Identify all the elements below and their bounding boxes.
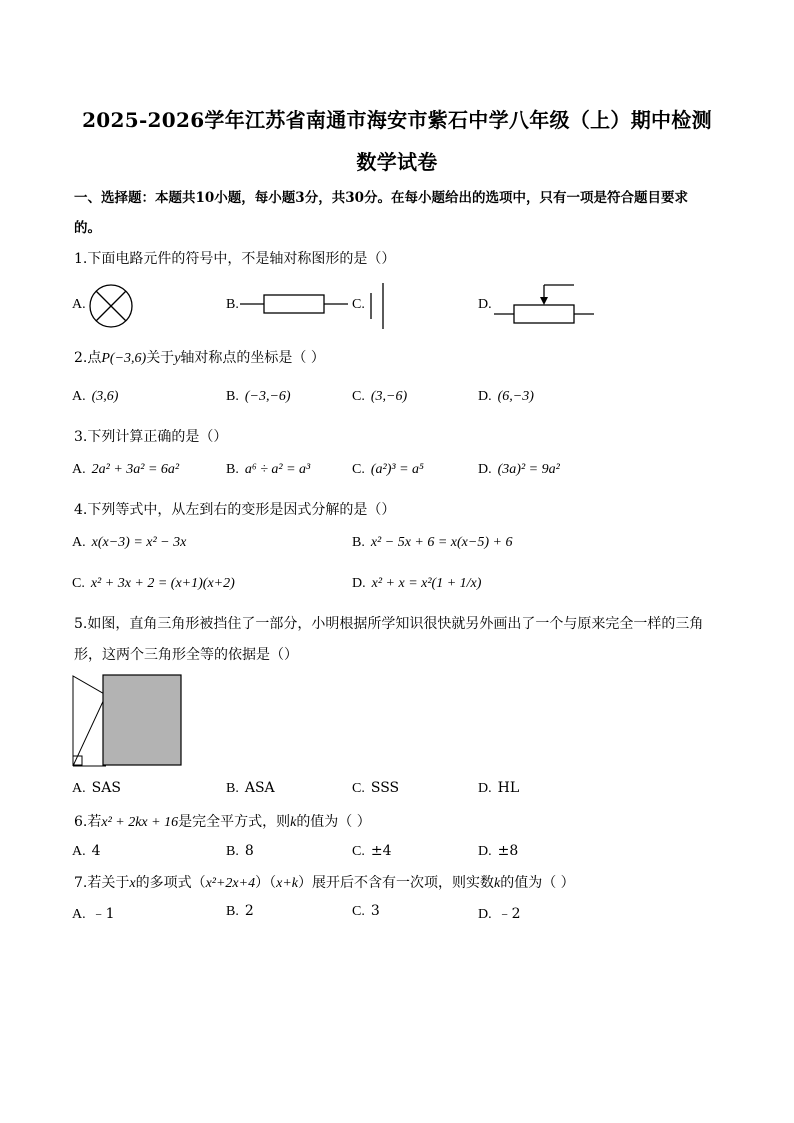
q7-option-a[interactable]: A. ﹣1 xyxy=(72,906,115,922)
q7-option-c[interactable]: C. 3 xyxy=(352,903,380,919)
question-2-stem: 2.点P(−3,6)关于y轴对称点的坐标是（ ） xyxy=(74,350,325,366)
resistor-symbol-icon xyxy=(240,293,348,317)
question-1-stem: 1.下面电路元件的符号中，不是轴对称图形的是（） xyxy=(74,251,396,267)
q5-option-a[interactable]: A. SAS xyxy=(72,780,121,796)
question-6-stem: 6.若x² + 2kx + 16是完全平方式，则k的值为（ ） xyxy=(74,814,371,830)
q6-option-a[interactable]: A. 4 xyxy=(72,843,101,859)
exam-subtitle: 数学试卷 xyxy=(356,150,438,174)
question-4-stem: 4.下列等式中，从左到右的变形是因式分解的是（） xyxy=(74,502,396,518)
lamp-symbol-icon xyxy=(88,283,136,331)
q1-option-c[interactable]: C. xyxy=(352,297,365,312)
exam-title: 2025-2026学年江苏省南通市海安市紫石中学八年级（上）期中检测 xyxy=(82,108,712,132)
q2-option-d[interactable]: D. (6,−3) xyxy=(478,389,534,404)
q1-option-a[interactable]: A. xyxy=(72,297,86,312)
capacitor-symbol-icon xyxy=(368,283,388,329)
q6-option-d[interactable]: D. ±8 xyxy=(478,843,519,859)
q3-option-b[interactable]: B. a⁶ ÷ a² = a³ xyxy=(226,462,311,477)
q2-option-a[interactable]: A. (3,6) xyxy=(72,389,119,404)
rheostat-symbol-icon xyxy=(494,284,596,326)
question-5-stem-line1: 5.如图，直角三角形被挡住了一部分，小明根据所学知识很快就另外画出了一个与原来完全一样的三角 xyxy=(74,616,704,632)
question-7-stem: 7.若关于x的多项式（x²+2x+4）（x+k）展开后不含有一次项，则实数k的值为（ ） xyxy=(74,875,575,891)
q4-option-a[interactable]: A. x(x−3) = x² − 3x xyxy=(72,535,187,550)
q3-option-a[interactable]: A. 2a² + 3a² = 6a² xyxy=(72,462,180,477)
section-heading-cont: 的。 xyxy=(74,220,101,236)
q5-option-d[interactable]: D. HL xyxy=(478,780,520,796)
q5-option-c[interactable]: C. SSS xyxy=(352,780,400,796)
q2-option-c[interactable]: C. (3,−6) xyxy=(352,389,408,404)
q3-option-c[interactable]: C. (a²)³ = a⁵ xyxy=(352,462,424,477)
q7-option-b[interactable]: B. 2 xyxy=(226,903,254,919)
q4-option-c[interactable]: C. x² + 3x + 2 = (x+1)(x+2) xyxy=(72,576,235,591)
q7-option-d[interactable]: D. ﹣2 xyxy=(478,906,521,922)
q5-option-b[interactable]: B. ASA xyxy=(226,780,275,796)
q3-option-d[interactable]: D. (3a)² = 9a² xyxy=(478,462,560,477)
question-5-stem-line2: 形，这两个三角形全等的依据是（） xyxy=(74,647,298,663)
q1-option-d[interactable]: D. xyxy=(478,297,492,312)
q4-option-d[interactable]: D. x² + x = x²(1 + 1/x) xyxy=(352,576,482,591)
q1-option-b[interactable]: B. xyxy=(226,297,239,312)
hidden-right-triangle-figure xyxy=(72,674,184,768)
q4-option-b[interactable]: B. x² − 5x + 6 = x(x−5) + 6 xyxy=(352,535,513,550)
q6-option-b[interactable]: B. 8 xyxy=(226,843,254,859)
question-3-stem: 3.下列计算正确的是（） xyxy=(74,429,228,445)
q2-option-b[interactable]: B. (−3,−6) xyxy=(226,389,291,404)
section-heading: 一、选择题：本题共10小题，每小题3分，共30分。在每小题给出的选项中，只有一项是符合题目要求 xyxy=(74,190,688,206)
q6-option-c[interactable]: C. ±4 xyxy=(352,843,392,859)
